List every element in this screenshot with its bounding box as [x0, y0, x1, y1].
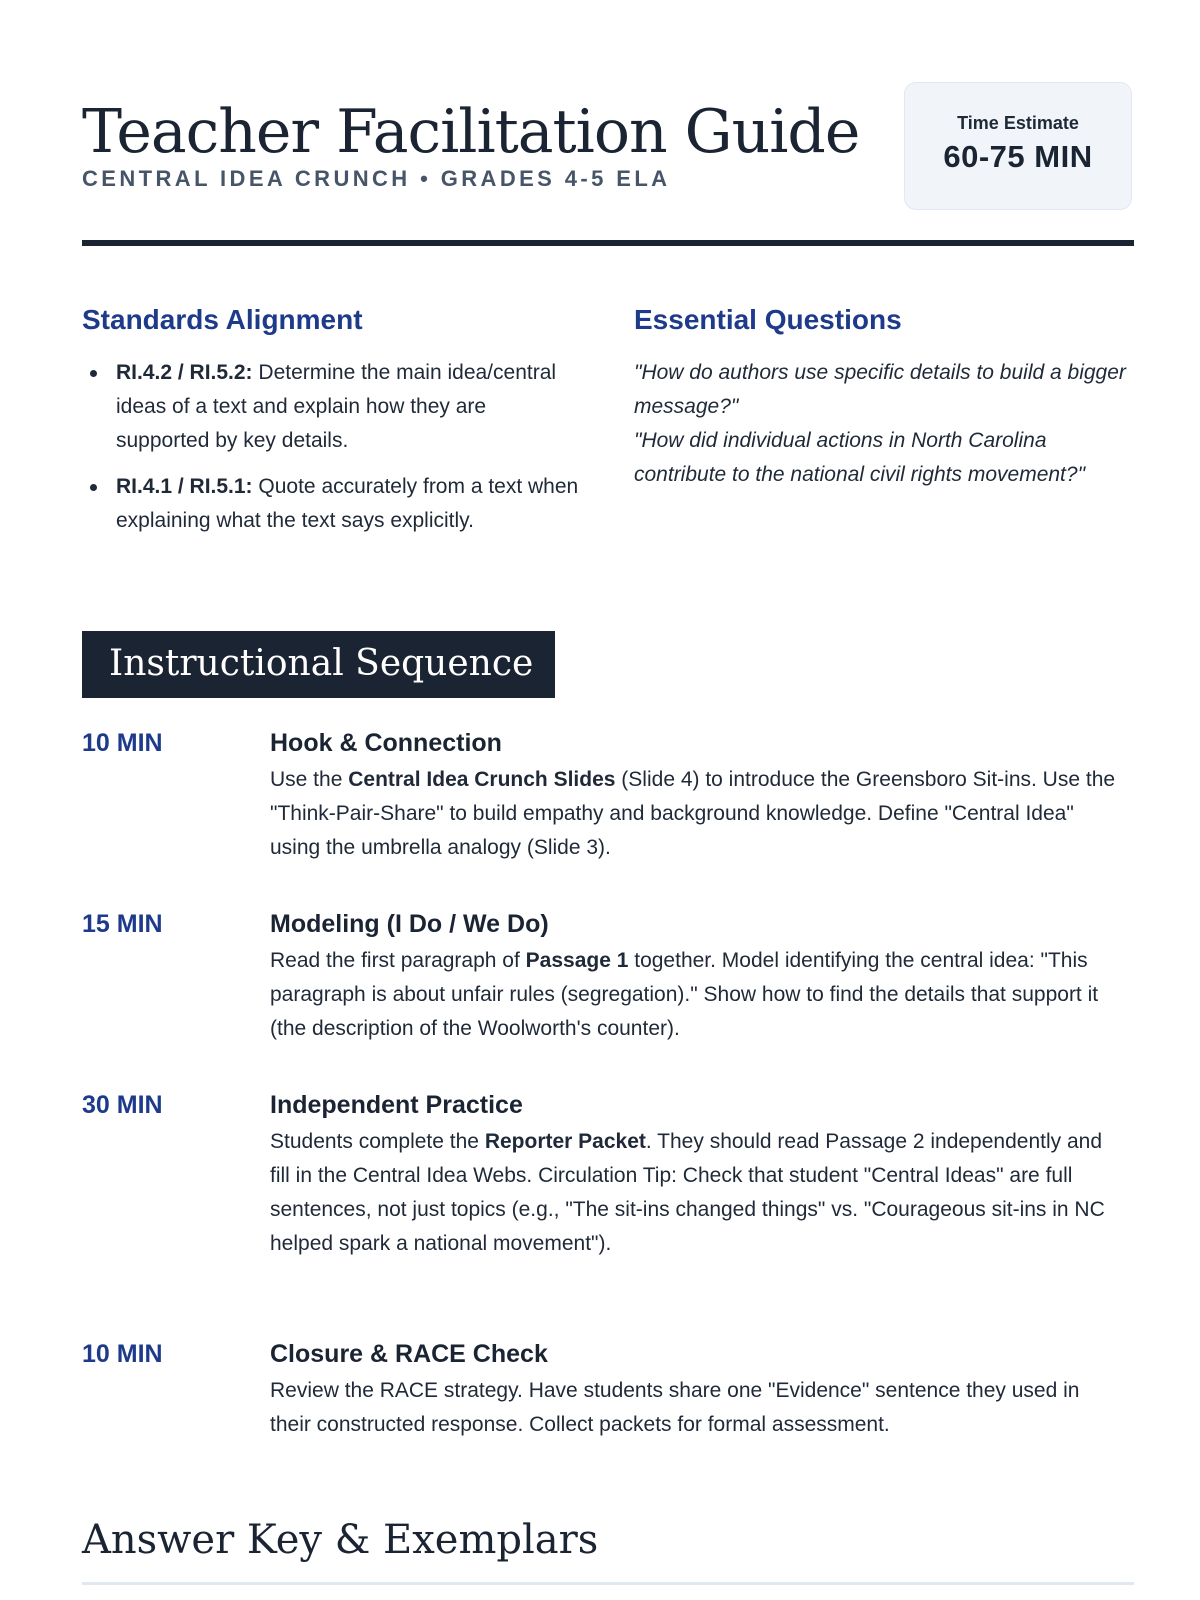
step-desc-text: together. Model identifying the central idea: "This paragraph is about unfair rules (segregation)." Show how to find the details that support it (the description of the Woolworth's counter).	[270, 949, 1099, 1040]
step-body	[270, 908, 1120, 1046]
step-description	[270, 763, 1120, 865]
instructional-sequence-banner	[82, 631, 555, 698]
answer-key-heading: Answer Key & Exemplars	[82, 1517, 599, 1563]
essential-question: "How did individual actions in North Carolina contribute to the national civil rights movement?"	[634, 429, 1086, 486]
facilitation-guide-page	[82, 0, 1134, 1600]
bullet-icon	[90, 370, 97, 377]
step-desc-text: Use the	[270, 768, 349, 791]
standard-item	[82, 470, 582, 538]
step-duration: 15 MIN	[82, 910, 163, 938]
step-title: Modeling (I Do / We Do)	[270, 910, 549, 938]
step-desc-text: (Slide 4) to introduce the Greensboro Sit-ins. Use the "Think-Pair-Share" to build empathy and background knowledge. Define "Central Idea" using the umbrella analogy (Slide 3).	[270, 768, 1116, 859]
standards-list	[82, 356, 582, 538]
page-subtitle: CENTRAL IDEA CRUNCH • GRADES 4-5 ELA	[82, 166, 671, 191]
step-duration: 10 MIN	[82, 1340, 163, 1368]
instructional-sequence-heading: Instructional Sequence	[109, 643, 534, 684]
answer-key-divider	[82, 1582, 1134, 1585]
step-duration: 10 MIN	[82, 729, 163, 757]
essential-questions-section	[634, 302, 1134, 492]
standard-code: RI.4.2 / RI.5.2:	[116, 361, 253, 384]
time-estimate-value: 60-75 MIN	[943, 139, 1093, 174]
time-estimate-card	[904, 82, 1132, 210]
step-desc-text: . They should read Passage 2 independently and fill in the Central Idea Webs. Circulation Tip: Check that student "Central Ideas" are full sentences, not just topics (e.g., "The sit-ins changed things" vs. "Courageous sit-ins in NC helped spark a national movement").	[270, 1130, 1105, 1255]
standard-text: Quote accurately from a text when explaining what the text says explicitly.	[116, 475, 579, 532]
step-desc-emphasis: Passage 1	[525, 949, 629, 972]
standards-section	[82, 302, 582, 550]
step-title: Hook & Connection	[270, 729, 502, 757]
step-desc-emphasis: Reporter Packet	[484, 1130, 646, 1153]
guide-header	[82, 82, 1134, 212]
time-estimate-label: Time Estimate	[957, 113, 1079, 133]
step-description	[270, 944, 1120, 1046]
step-title: Independent Practice	[270, 1091, 523, 1119]
step-description	[270, 1374, 1120, 1442]
step-body	[270, 1338, 1120, 1442]
essential-question: "How do authors use specific details to build a bigger message?"	[634, 361, 1126, 418]
essential-questions-heading: Essential Questions	[634, 304, 902, 335]
standards-heading: Standards Alignment	[82, 304, 363, 335]
bullet-icon	[90, 484, 97, 491]
step-desc-emphasis: Central Idea Crunch Slides	[348, 768, 616, 791]
standard-code: RI.4.1 / RI.5.1:	[116, 475, 253, 498]
step-duration: 30 MIN	[82, 1091, 163, 1119]
step-body	[270, 1089, 1120, 1261]
essential-questions-text	[634, 356, 1134, 492]
step-description	[270, 1125, 1120, 1261]
step-desc-text: Review the RACE strategy. Have students share one "Evidence" sentence they used in their constructed response. Collect packets for formal assessment.	[270, 1379, 1080, 1436]
step-desc-text: Students complete the	[270, 1130, 485, 1153]
step-body	[270, 727, 1120, 865]
page-title: Teacher Facilitation Guide	[82, 97, 860, 167]
standard-text: Determine the main idea/central ideas of a text and explain how they are supported by key details.	[116, 361, 557, 452]
step-desc-text: Read the first paragraph of	[270, 949, 526, 972]
step-title: Closure & RACE Check	[270, 1340, 548, 1368]
header-divider	[82, 240, 1134, 246]
standard-item	[82, 356, 582, 458]
